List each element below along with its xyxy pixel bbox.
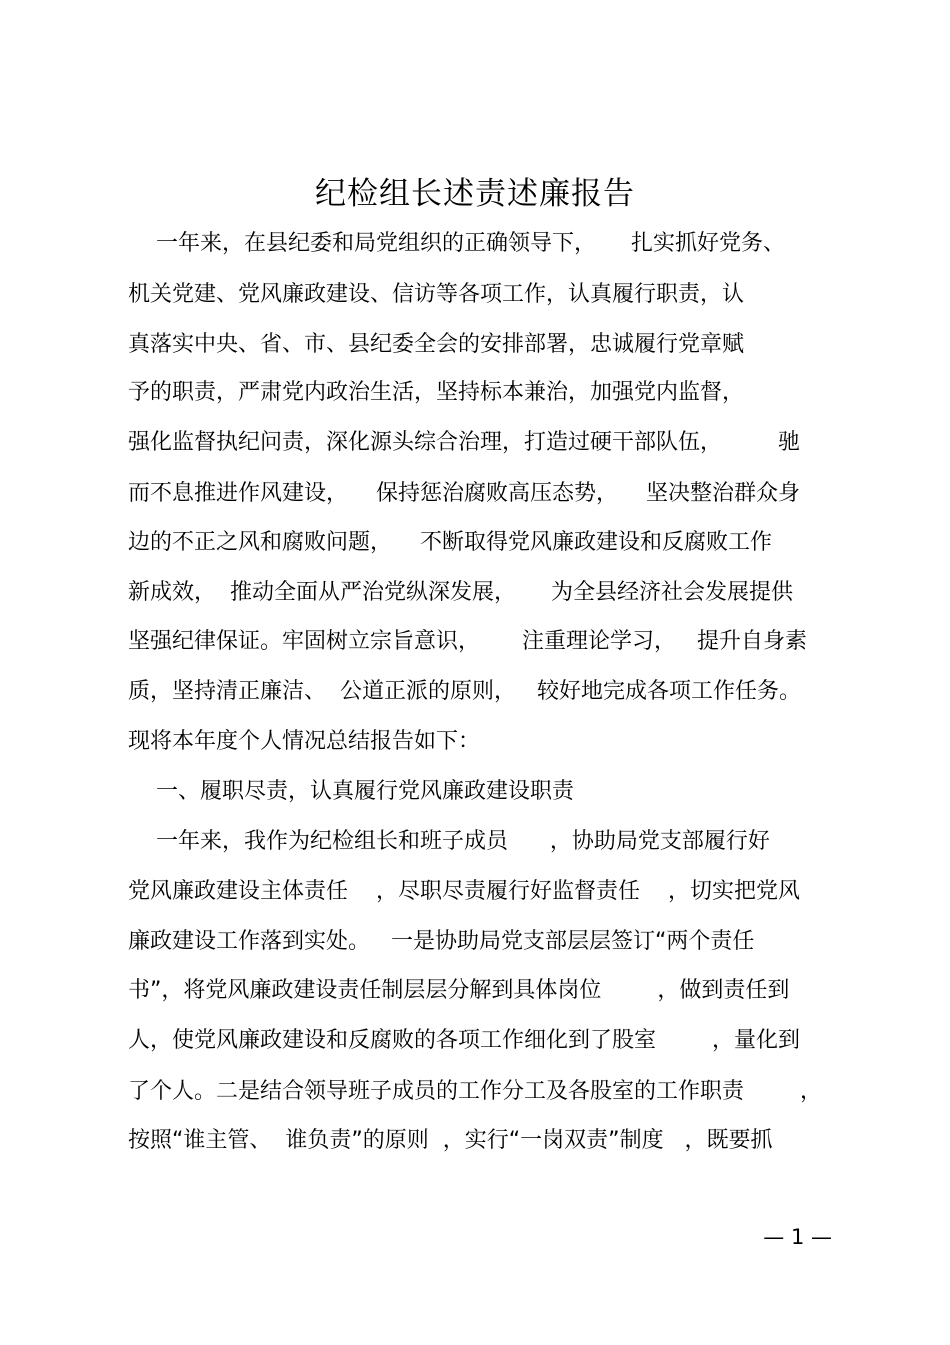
body-line: 真落实中央、省、市、县纪委全会的安排部署，忠诚履行党章赋 (128, 332, 745, 357)
body-line: 人，使党风廉政建设和反腐败的各项工作细化到了股室 ，量化到 (128, 1028, 800, 1053)
body-line: 质，坚持清正廉洁、 公道正派的原则， 较好地完成各项工作任务。 (128, 679, 801, 704)
body-line: 新成效， 推动全面从严治党纵深发展， 为全县经济社会发展提供 (128, 580, 793, 605)
body-line: 书”，将党风廉政建设责任制层层分解到具体岗位 ，做到责任到 (128, 978, 790, 1003)
body-line: 坚强纪律保证。牢固树立宗旨意识， 注重理论学习， 提升自身素 (128, 629, 807, 654)
body-line: 一年来，在县纪委和局党组织的正确领导下， 扎实抓好党务、 (128, 231, 785, 256)
body-line: 而不息推进作风建设， 保持惩治腐败高压态势， 坚决整治群众身 (128, 481, 800, 506)
body-line: 一年来，我作为纪检组长和班子成员 ，协助局党支部履行好 (128, 829, 770, 854)
body-line: 现将本年度个人情况总结报告如下： (128, 729, 481, 754)
body-line: 了个人。二是结合领导班子成员的工作分工及各股室的工作职责 ， (128, 1079, 822, 1104)
body-line: 按照“谁主管、 谁负责”的原则 ，实行“一岗双责”制度 ，既要抓 (128, 1128, 773, 1153)
body-line: 廉政建设工作落到实处。 一是协助局党支部层层签订“两个责任 (128, 929, 755, 954)
body-line: 强化监督执纪问责，深化源头综合治理，打造过硬干部队伍， 驰 (128, 430, 800, 455)
page-number: — 1 — (763, 1225, 832, 1249)
body-line: 机关党建、党风廉政建设、信访等各项工作，认真履行职责，认 (128, 282, 745, 307)
document-title: 纪检组长述责述廉报告 (315, 176, 635, 212)
body-line: 予的职责，严肃党内政治生活，坚持标本兼治，加强党内监督， (128, 380, 745, 405)
body-line: 党风廉政建设主体责任 ，尽职尽责履行好监督责任 ，切实把党风 (128, 879, 800, 904)
section-heading: 一、履职尽责，认真履行党风廉政建设职责 (128, 779, 574, 804)
body-line: 边的不正之风和腐败问题， 不断取得党风廉政建设和反腐败工作 (128, 530, 772, 555)
